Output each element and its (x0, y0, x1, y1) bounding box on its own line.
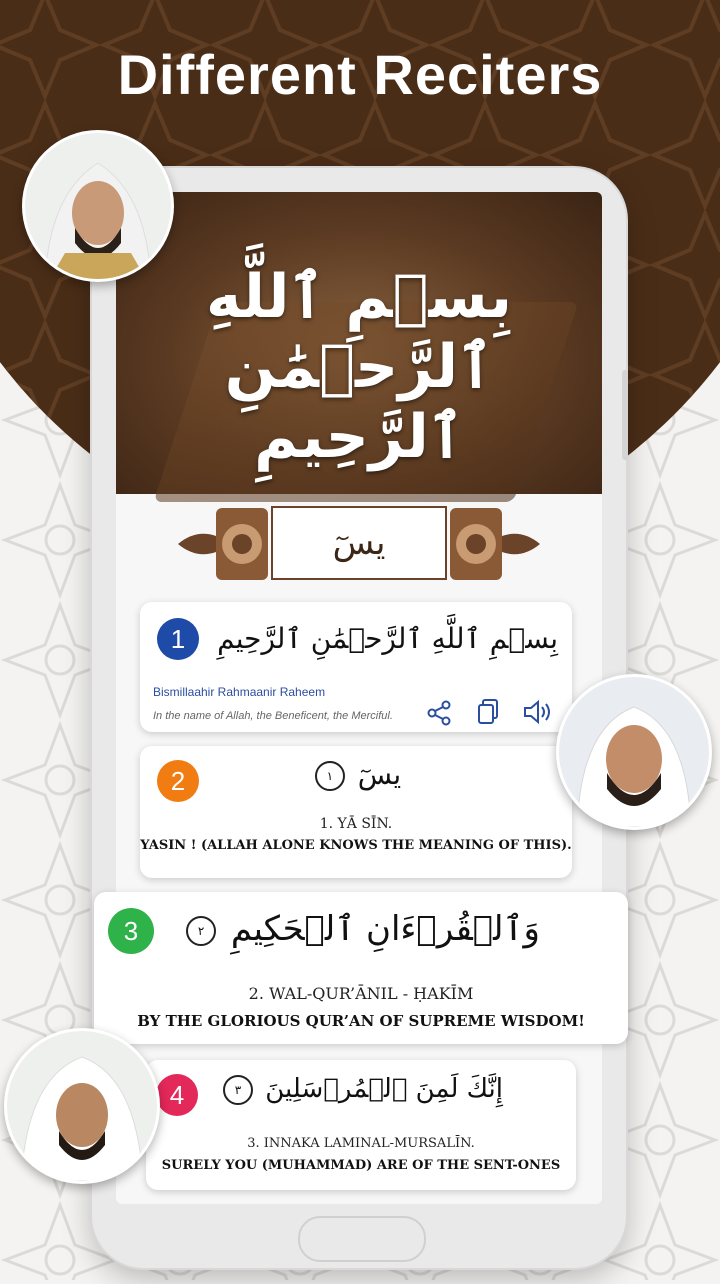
reciter-avatar-3[interactable] (4, 1028, 160, 1184)
surah-name: يسٓ (271, 506, 447, 580)
phone-side-button (622, 370, 628, 460)
reciter-photo-icon (559, 677, 709, 827)
ayah-end-mark: ١ (315, 761, 345, 791)
verse-translation: YASIN ! (ALLAH ALONE KNOWS THE MEANING OF THIS). (140, 838, 572, 853)
verse-number-badge: 2 (157, 760, 199, 802)
copy-icon[interactable] (476, 698, 500, 726)
verse-card-2[interactable] (140, 746, 572, 878)
verse-arabic-line (146, 1074, 576, 1105)
verse-transliteration: Bismillaahir Rahmaanir Raheem (153, 685, 326, 699)
share-icon[interactable] (426, 700, 452, 726)
reciter-photo-icon (7, 1031, 157, 1181)
left-ornament-icon (176, 504, 276, 584)
verse-card-4[interactable] (146, 1060, 576, 1190)
verse-arabic: يسٓ (357, 758, 402, 791)
verse-translation: In the name of Allah, the Beneficent, the Merciful. (153, 710, 393, 722)
verse-arabic: وَٱلۡقُرۡءَانِ ٱلۡحَكِيمِ (230, 909, 540, 949)
verse-transliteration: 3. INNAKA LAMINAL-MURSALĪN. (247, 1136, 475, 1151)
verse-arabic: إِنَّكَ لَمِنَ ٱلۡمُرۡسَلِينَ (265, 1074, 504, 1104)
surah-title-frame (176, 504, 542, 584)
reciter-avatar-1[interactable] (22, 130, 174, 282)
verse-number-badge: 3 (108, 908, 154, 954)
verse-arabic-line (94, 908, 628, 949)
verse-number-badge: 4 (156, 1074, 198, 1116)
headline: Different Reciters (117, 43, 603, 106)
speaker-icon[interactable] (522, 698, 554, 726)
verse-translation: SURELY YOU (MUHAMMAD) ARE OF THE SENT-ONES (161, 1158, 561, 1173)
verse-transliteration: 2. WAL-QUR’ĀNIL - ḤAKĪM (248, 984, 474, 1003)
verse-translation: BY THE GLORIOUS QUR’AN OF SUPREME WISDOM! (137, 1012, 585, 1030)
bismillah-calligraphy: بِسۡمِ ٱللَّهِ ٱلرَّحۡمَٰنِ ٱلرَّحِيمِ (205, 262, 513, 472)
verse-arabic-line (140, 758, 572, 791)
verse-number-badge: 1 (157, 618, 199, 660)
verse-card-3[interactable] (94, 892, 628, 1044)
right-ornament-icon (442, 504, 542, 584)
verse-card-1[interactable] (140, 602, 572, 732)
ayah-end-mark: ٢ (186, 916, 216, 946)
home-button[interactable] (298, 1216, 426, 1262)
verse-arabic: بِسۡمِ ٱللَّهِ ٱلرَّحۡمَٰنِ ٱلرَّحِيمِ (217, 622, 558, 655)
ayah-end-mark: ٣ (223, 1075, 253, 1105)
reciter-avatar-2[interactable] (556, 674, 712, 830)
banner-image (116, 192, 602, 494)
reciter-photo-icon (25, 133, 171, 279)
verse-transliteration: 1. YĀ SĪN. (319, 816, 393, 832)
